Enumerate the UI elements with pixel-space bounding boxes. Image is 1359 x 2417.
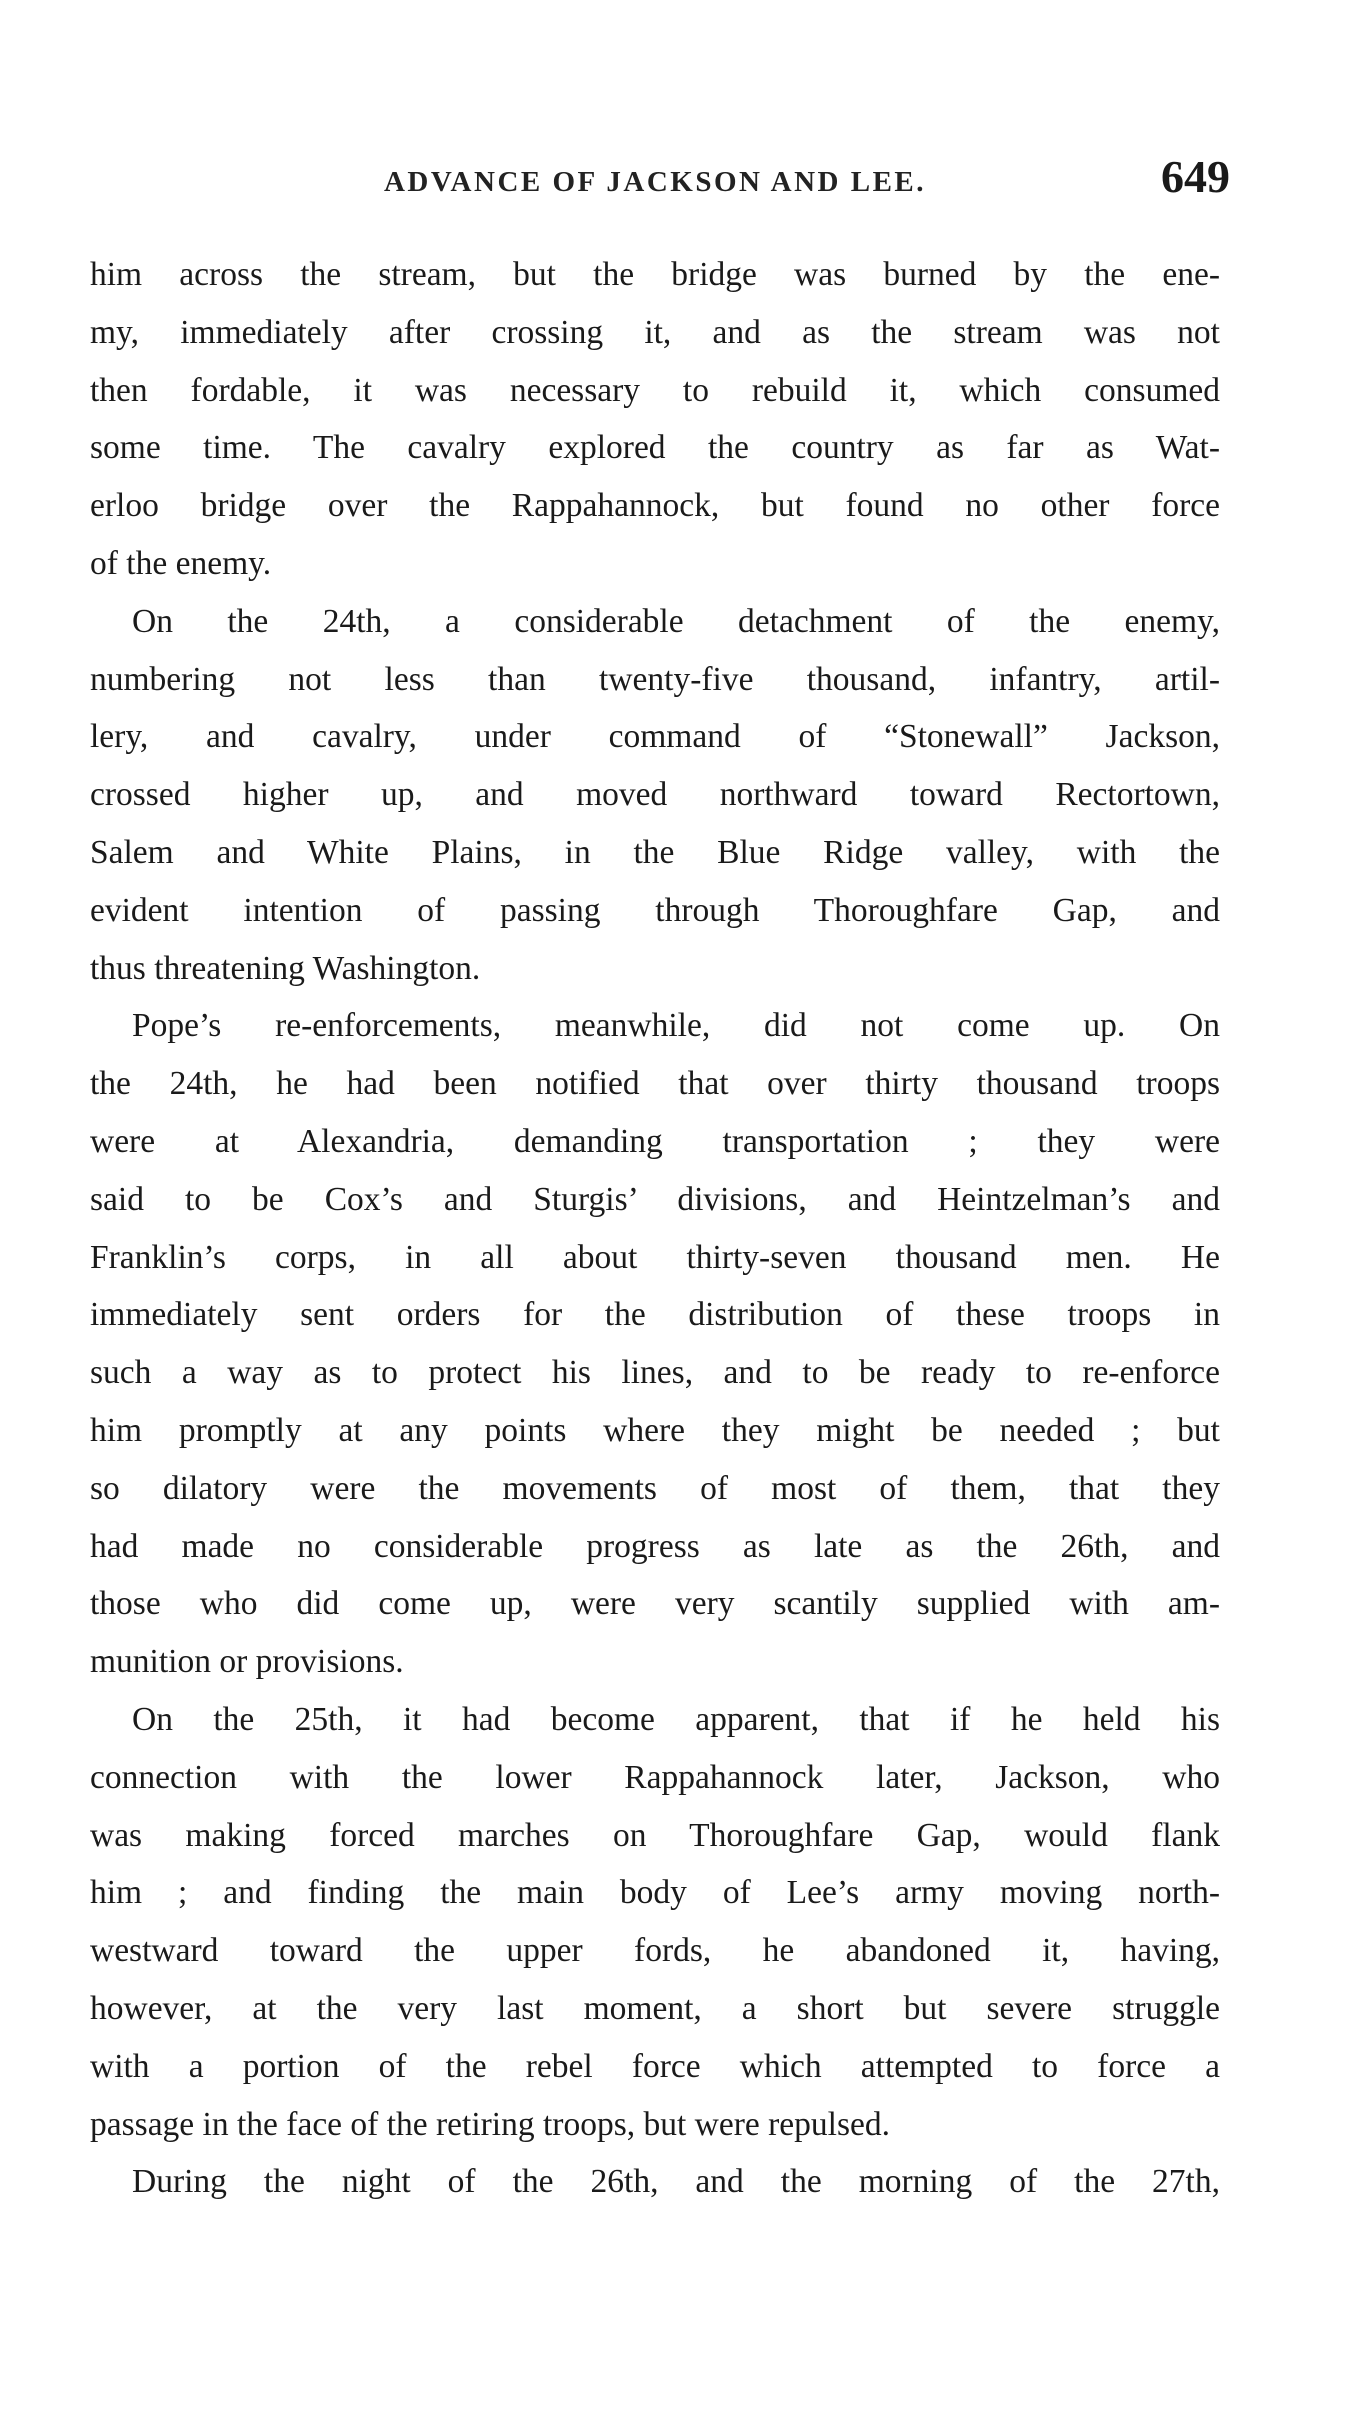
text-line: him ; and finding the main body of Lee’s army moving north-	[90, 1874, 1220, 1912]
body-text	[90, 246, 1220, 2211]
text-line: Salem and White Plains, in the Blue Ridge valley, with the	[90, 833, 1220, 871]
text-line: westward toward the upper fords, he abandoned it, having,	[90, 1932, 1220, 1970]
text-line: some time. The cavalry explored the country as far as Wat-	[90, 429, 1220, 467]
text-line: lery, and cavalry, under command of “Stonewall” Jackson,	[90, 718, 1220, 756]
text-line: him promptly at any points where they might be needed ; but	[90, 1411, 1220, 1449]
text-line: Franklin’s corps, in all about thirty-seven thousand men. He	[90, 1238, 1220, 1276]
book-page	[90, 150, 1230, 2211]
page-header	[90, 150, 1230, 220]
text-line: were at Alexandria, demanding transportation ; they were	[90, 1122, 1220, 1160]
page-number: 649	[1161, 151, 1230, 202]
paragraph-first-line: On the 25th, it had become apparent, that if he held his	[132, 1700, 1220, 1738]
text-line: had made no considerable progress as late as the 26th, and	[90, 1527, 1220, 1565]
text-line: said to be Cox’s and Sturgis’ divisions, and Heintzelman’s and	[90, 1180, 1220, 1218]
paragraph-end-line: passage in the face of the retiring troops, but were repulsed.	[90, 2105, 890, 2143]
text-line: my, immediately after crossing it, and as the stream was not	[90, 313, 1220, 351]
running-title: ADVANCE OF JACKSON AND LEE.	[383, 166, 927, 198]
text-line: those who did come up, were very scantily supplied with am-	[90, 1585, 1220, 1623]
text-line: such a way as to protect his lines, and to be ready to re-enforce	[90, 1354, 1220, 1392]
text-line: immediately sent orders for the distribution of these troops in	[90, 1296, 1220, 1334]
text-line: numbering not less than twenty-five thousand, infantry, artil-	[90, 660, 1220, 698]
text-line: with a portion of the rebel force which attempted to force a	[90, 2047, 1220, 2085]
text-line: however, at the very last moment, a short but severe struggle	[90, 1989, 1220, 2027]
paragraph-end-line: thus threatening Washington.	[90, 949, 481, 987]
text-line: was making forced marches on Thoroughfare Gap, would flank	[90, 1816, 1220, 1854]
text-line: him across the stream, but the bridge was burned by the ene-	[90, 256, 1220, 293]
text-line: so dilatory were the movements of most of them, that they	[90, 1469, 1220, 1507]
paragraph-first-line: Pope’s re-enforcements, meanwhile, did not come up. On	[132, 1007, 1220, 1045]
paragraph-end-line: of the enemy.	[90, 544, 272, 582]
text-line: then fordable, it was necessary to rebuild it, which consumed	[90, 371, 1220, 409]
paragraph-first-line: During the night of the 26th, and the morning of the 27th,	[132, 2163, 1220, 2201]
text-line: connection with the lower Rappahannock later, Jackson, who	[90, 1758, 1220, 1796]
text-line: the 24th, he had been notified that over thirty thousand troops	[90, 1065, 1220, 1103]
paragraph-end-line: munition or provisions.	[90, 1643, 404, 1681]
paragraph-first-line: On the 24th, a considerable detachment of the enemy,	[132, 602, 1220, 640]
text-line: evident intention of passing through Thoroughfare Gap, and	[90, 891, 1220, 929]
text-line: erloo bridge over the Rappahannock, but found no other force	[90, 487, 1220, 525]
text-line: crossed higher up, and moved northward toward Rectortown,	[90, 776, 1220, 814]
